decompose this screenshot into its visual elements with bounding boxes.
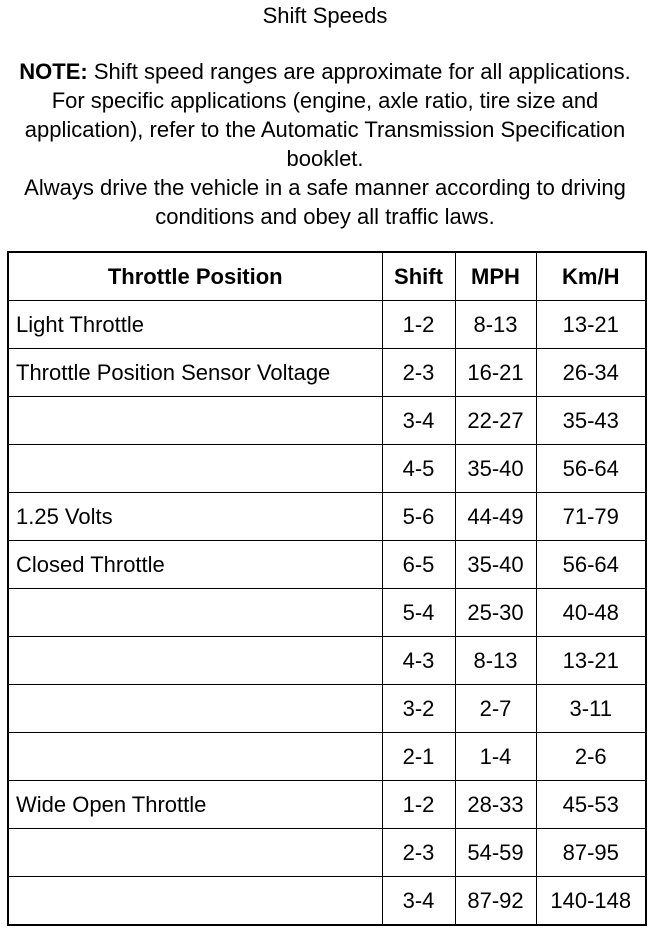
throttle-position-cell: Wide Open Throttle [8, 781, 382, 829]
throttle-position-cell: Light Throttle [8, 301, 382, 349]
note-text: Shift speed ranges are approximate for all applications. For specific applications (engine, axle ratio, tire size and application), refer to the Automatic Transmission Specification booklet. [24, 59, 631, 171]
table-header-row [8, 252, 646, 301]
shift-cell: 2-3 [382, 829, 455, 877]
shift-cell: 5-4 [382, 589, 455, 637]
note-paragraph [0, 57, 650, 173]
header-kmh: Km/H [536, 252, 646, 301]
note-block [0, 57, 650, 231]
kmh-cell: 45-53 [536, 781, 646, 829]
page-title: Shift Speeds [262, 3, 388, 28]
kmh-cell: 87-95 [536, 829, 646, 877]
mph-cell: 35-40 [455, 541, 536, 589]
kmh-cell: 2-6 [536, 733, 646, 781]
kmh-cell: 3-11 [536, 685, 646, 733]
header-mph: MPH [455, 252, 536, 301]
shift-cell: 4-5 [382, 445, 455, 493]
shift-cell: 1-2 [382, 781, 455, 829]
kmh-cell: 56-64 [536, 541, 646, 589]
note-label: NOTE: [19, 59, 88, 84]
table-row [8, 589, 646, 637]
throttle-position-cell [8, 733, 382, 781]
kmh-cell: 13-21 [536, 301, 646, 349]
table-row [8, 301, 646, 349]
kmh-cell: 140-148 [536, 877, 646, 926]
table-body [8, 301, 646, 926]
throttle-position-cell [8, 829, 382, 877]
throttle-position-cell [8, 685, 382, 733]
throttle-position-cell [8, 397, 382, 445]
throttle-position-cell: Closed Throttle [8, 541, 382, 589]
mph-cell: 44-49 [455, 493, 536, 541]
table-row [8, 637, 646, 685]
header-shift: Shift [382, 252, 455, 301]
shift-cell: 3-4 [382, 877, 455, 926]
mph-cell: 22-27 [455, 397, 536, 445]
throttle-position-cell [8, 637, 382, 685]
table-row [8, 349, 646, 397]
kmh-cell: 13-21 [536, 637, 646, 685]
shift-cell: 3-4 [382, 397, 455, 445]
safety-text: Always drive the vehicle in a safe manner according to driving conditions and obey all traffic laws. [24, 175, 626, 229]
header-throttle-position: Throttle Position [8, 252, 382, 301]
mph-cell: 8-13 [455, 637, 536, 685]
throttle-position-cell [8, 445, 382, 493]
table-row [8, 781, 646, 829]
shift-cell: 3-2 [382, 685, 455, 733]
table-row [8, 493, 646, 541]
shift-cell: 6-5 [382, 541, 455, 589]
table-row [8, 397, 646, 445]
kmh-cell: 40-48 [536, 589, 646, 637]
mph-cell: 35-40 [455, 445, 536, 493]
throttle-position-cell: 1.25 Volts [8, 493, 382, 541]
kmh-cell: 71-79 [536, 493, 646, 541]
throttle-position-cell [8, 877, 382, 926]
table-row [8, 877, 646, 926]
mph-cell: 87-92 [455, 877, 536, 926]
table-row [8, 685, 646, 733]
shift-cell: 4-3 [382, 637, 455, 685]
mph-cell: 1-4 [455, 733, 536, 781]
mph-cell: 2-7 [455, 685, 536, 733]
table-row [8, 733, 646, 781]
mph-cell: 54-59 [455, 829, 536, 877]
throttle-position-cell [8, 589, 382, 637]
mph-cell: 16-21 [455, 349, 536, 397]
table-row [8, 541, 646, 589]
mph-cell: 28-33 [455, 781, 536, 829]
shift-cell: 5-6 [382, 493, 455, 541]
shift-cell: 2-1 [382, 733, 455, 781]
kmh-cell: 56-64 [536, 445, 646, 493]
mph-cell: 8-13 [455, 301, 536, 349]
table-row [8, 829, 646, 877]
shift-cell: 1-2 [382, 301, 455, 349]
throttle-position-cell: Throttle Position Sensor Voltage [8, 349, 382, 397]
kmh-cell: 26-34 [536, 349, 646, 397]
kmh-cell: 35-43 [536, 397, 646, 445]
table-row [8, 445, 646, 493]
mph-cell: 25-30 [455, 589, 536, 637]
shift-speeds-table [7, 251, 647, 926]
shift-cell: 2-3 [382, 349, 455, 397]
